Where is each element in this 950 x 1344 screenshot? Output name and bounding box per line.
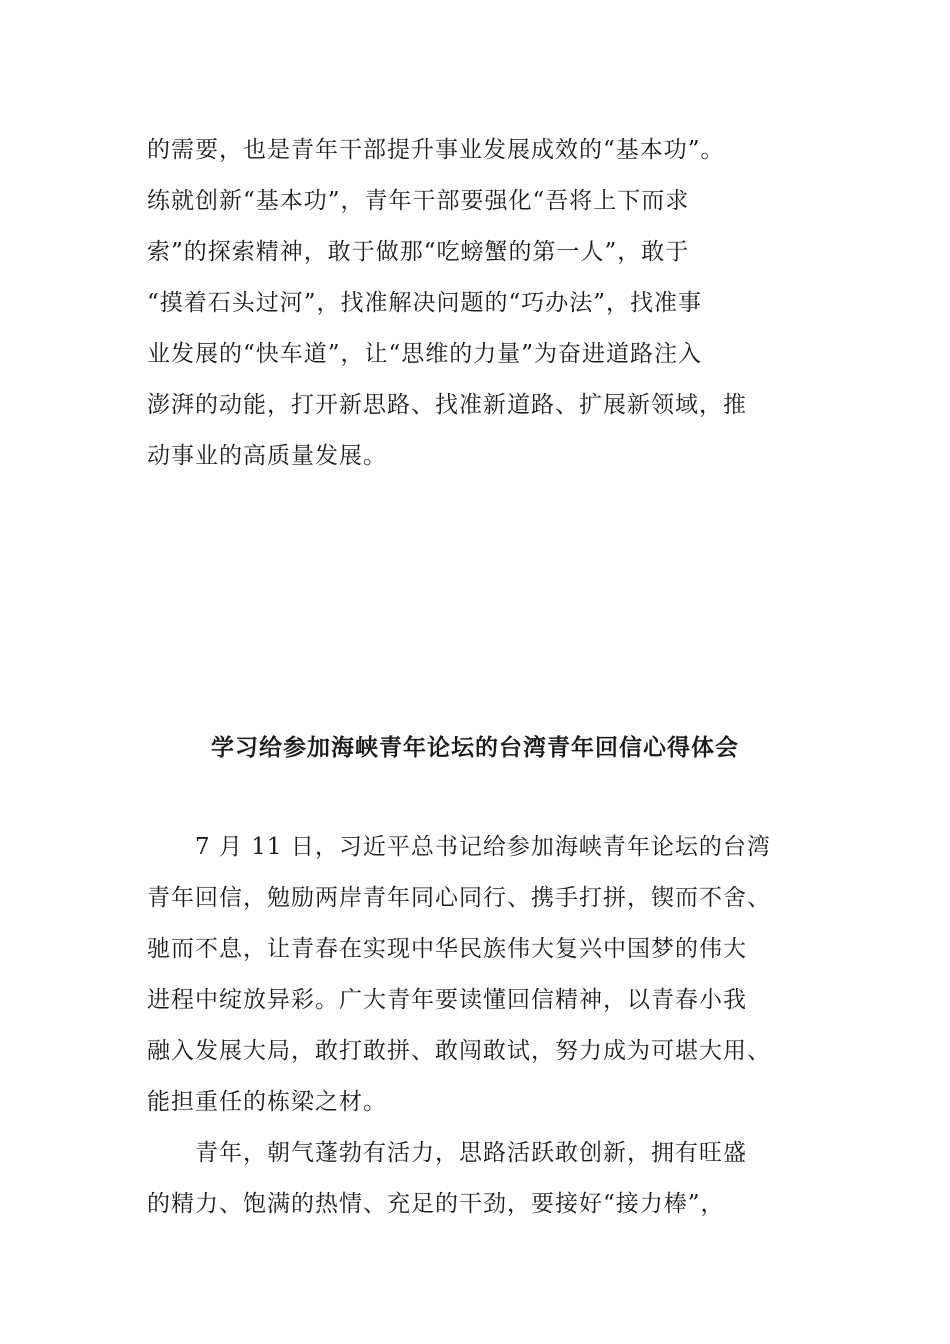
text-line: 能担重任的栋梁之材。	[147, 1089, 387, 1115]
text-line: 练就创新“基本功”，青年干部要强化“吾将上下而求	[147, 188, 690, 214]
text-line: 融入发展大局，敢打敢拼、敢闯敢试，努力成为可堪大用、	[147, 1038, 771, 1064]
text-line: 澎湃的动能，打开新思路、找准新道路、扩展新领域，推	[147, 392, 747, 418]
text-line: 驰而不息，让青春在实现中华民族伟大复兴中国梦的伟大	[147, 936, 747, 962]
paragraph	[147, 822, 807, 1128]
section-title: 学习给参加海峡青年论坛的台湾青年回信心得体会	[211, 734, 739, 761]
text-line: 索”的探索精神，敢于做那“吃螃蟹的第一人”，敢于	[147, 239, 690, 265]
text-line: 青年回信，勉励两岸青年同心同行、携手打拼，锲而不舍、	[147, 885, 771, 911]
text-line: 动事业的高质量发展。	[147, 443, 387, 469]
continuation-paragraph	[147, 125, 807, 482]
text-line: “摸着石头过河”，找准解决问题的“巧办法”，找准事	[147, 290, 703, 316]
text-line: 的精力、饱满的热情、充足的干劲，要接好“接力棒”，	[147, 1191, 725, 1217]
text-line: 的需要，也是青年干部提升事业发展成效的“基本功”。	[147, 137, 725, 163]
paragraph	[147, 1128, 807, 1230]
text-line: 进程中绽放异彩。广大青年要读懂回信精神，以青春小我	[147, 987, 747, 1013]
text-line: 青年，朝气蓬勃有活力，思路活跃敢创新，拥有旺盛	[195, 1140, 747, 1166]
text-line: 业发展的“快车道”，让“思维的力量”为奋进道路注入	[147, 341, 703, 367]
text-line: 7 月 11 日，习近平总书记给参加海峡青年论坛的台湾	[195, 834, 771, 860]
body-text	[147, 822, 807, 1230]
